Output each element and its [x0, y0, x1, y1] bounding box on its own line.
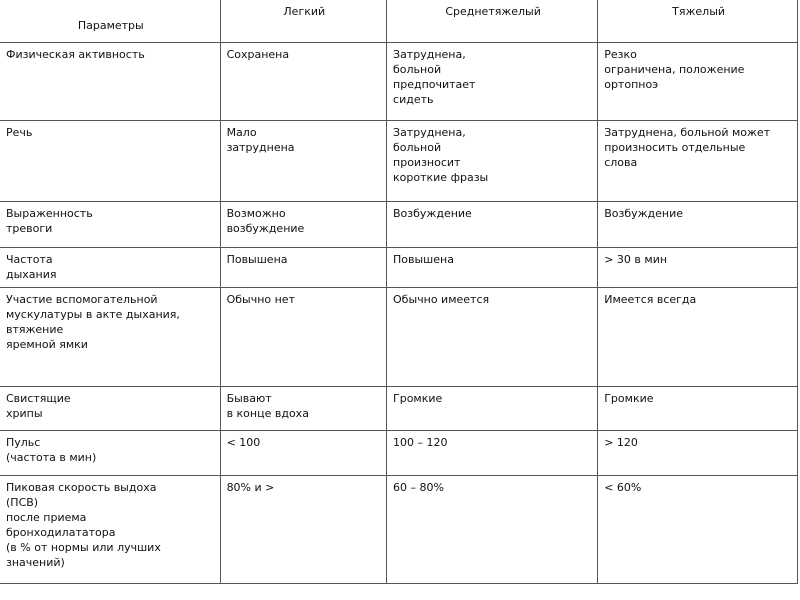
- row-label-cell: Пульс (частота в мин): [0, 431, 220, 476]
- mild-cell: Повышена: [220, 248, 386, 288]
- severe-cell: Громкие: [598, 387, 798, 431]
- row-label-cell: Пиковая скорость выдоха (ПСВ) после приема бронходилататора (в % от нормы или лучших значений): [0, 476, 220, 584]
- moderate-cell: 60 – 80%: [387, 476, 598, 584]
- table-row: [0, 476, 798, 584]
- table-header-row: [0, 0, 798, 43]
- moderate-cell: 100 – 120: [387, 431, 598, 476]
- severe-cell: > 30 в мин: [598, 248, 798, 288]
- moderate-cell: Повышена: [387, 248, 598, 288]
- row-label-cell: Участие вспомогательной мускулатуры в акте дыхания, втяжение яремной ямки: [0, 288, 220, 387]
- mild-cell: Возможно возбуждение: [220, 202, 386, 248]
- row-label-cell: Физическая активность: [0, 43, 220, 121]
- table-row: [0, 288, 798, 387]
- mild-cell: Бывают в конце вдоха: [220, 387, 386, 431]
- severe-cell: Затруднена, больной может произносить отдельные слова: [598, 121, 798, 202]
- moderate-cell: Затруднена, больной произносит короткие фразы: [387, 121, 598, 202]
- row-label-cell: Частота дыхания: [0, 248, 220, 288]
- header-mild: Легкий: [220, 0, 386, 43]
- severe-cell: < 60%: [598, 476, 798, 584]
- mild-cell: Мало затруднена: [220, 121, 386, 202]
- table-row: [0, 431, 798, 476]
- mild-cell: 80% и >: [220, 476, 386, 584]
- table-row: [0, 387, 798, 431]
- table-row: [0, 121, 798, 202]
- mild-cell: < 100: [220, 431, 386, 476]
- header-parameters: Параметры: [0, 0, 220, 43]
- moderate-cell: Громкие: [387, 387, 598, 431]
- severe-cell: Резко ограничена, положение ортопноэ: [598, 43, 798, 121]
- moderate-cell: Возбуждение: [387, 202, 598, 248]
- row-label-cell: Свистящие хрипы: [0, 387, 220, 431]
- table-row: [0, 248, 798, 288]
- table-row: [0, 202, 798, 248]
- severe-cell: Имеется всегда: [598, 288, 798, 387]
- severe-cell: Возбуждение: [598, 202, 798, 248]
- mild-cell: Обычно нет: [220, 288, 386, 387]
- row-label-cell: Речь: [0, 121, 220, 202]
- row-label-cell: Выраженность тревоги: [0, 202, 220, 248]
- moderate-cell: Затруднена, больной предпочитает сидеть: [387, 43, 598, 121]
- severe-cell: > 120: [598, 431, 798, 476]
- mild-cell: Сохранена: [220, 43, 386, 121]
- table-row: [0, 43, 798, 121]
- header-severe: Тяжелый: [598, 0, 798, 43]
- moderate-cell: Обычно имеется: [387, 288, 598, 387]
- header-moderate: Среднетяжелый: [387, 0, 598, 43]
